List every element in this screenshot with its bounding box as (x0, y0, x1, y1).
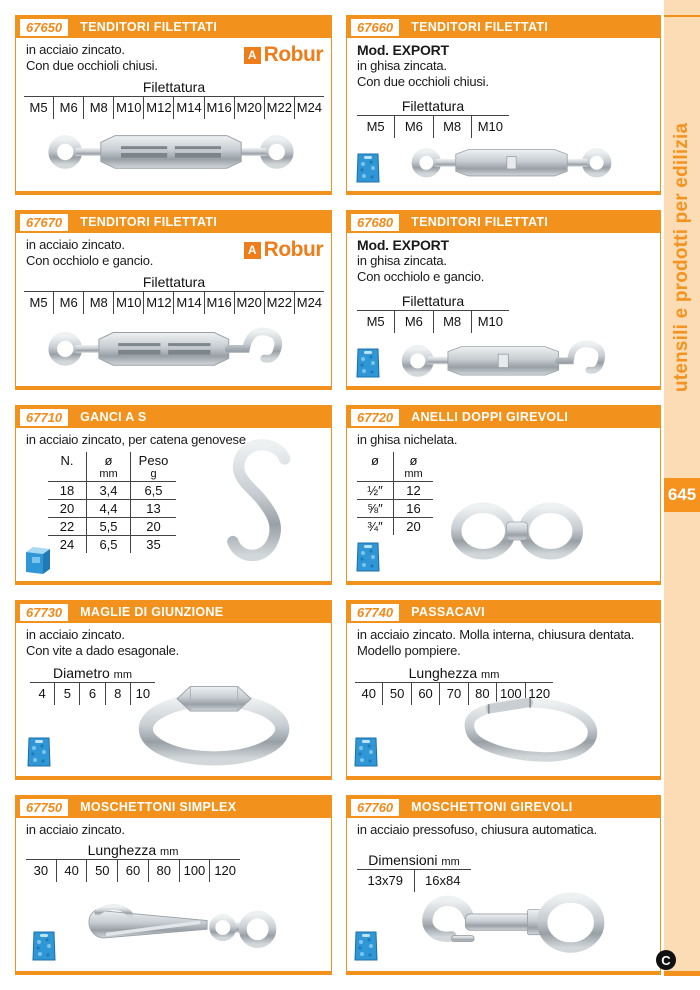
product-header (16, 406, 331, 428)
product-card-67670 (15, 210, 332, 390)
blister-pack-icon (355, 540, 381, 574)
size-value: 50 (382, 683, 410, 705)
size-value: M12 (143, 97, 173, 119)
size-table-label: Dimensioni mm (357, 852, 471, 870)
page-number: 645 (664, 478, 700, 512)
size-value: 120 (525, 683, 553, 705)
product-description (357, 627, 634, 659)
size-value: 80 (468, 683, 496, 705)
size-value: M8 (433, 116, 471, 138)
size-value: 60 (117, 860, 148, 882)
size-value: M22 (264, 292, 294, 314)
size-value: M10 (113, 292, 143, 314)
size-value: M5 (29, 100, 48, 115)
sidebar-category-label: utensili e prodotti per edilizia (671, 122, 692, 392)
product-description (26, 627, 179, 659)
product-description (357, 432, 457, 448)
size-value: 120 (209, 860, 240, 882)
product-title: MAGLIE DI GIUNZIONE (80, 605, 224, 619)
product-code: 67760 (351, 799, 399, 816)
size-table (357, 98, 509, 138)
description-line: in acciaio pressofuso, chiusura automatica. (357, 822, 597, 837)
size-value: 16x84 (414, 870, 472, 892)
product-title: GANCI A S (80, 410, 147, 424)
product-header (347, 796, 660, 818)
blister-pack-icon (26, 735, 52, 769)
product-description (26, 822, 125, 838)
description-line: in acciaio zincato. (26, 42, 125, 57)
size-values (357, 116, 509, 138)
size-table-label: Lunghezza mm (26, 842, 240, 860)
robur-logo (244, 238, 323, 262)
size-value: M20 (234, 292, 264, 314)
product-card-67720 (346, 405, 661, 585)
product-photo-snap-hook-carabiner (435, 687, 615, 769)
product-header (16, 796, 331, 818)
size-table-label: Filettatura (357, 293, 509, 311)
size-value: 40 (56, 860, 87, 882)
size-value: 100 (496, 683, 524, 705)
corner-c-logo: C (656, 950, 676, 970)
size-value: M22 (264, 97, 294, 119)
description-line: Con due occhioli chiusi. (357, 74, 489, 89)
product-header (16, 601, 331, 623)
size-values (24, 292, 324, 314)
description-line: in acciaio zincato. (26, 822, 125, 837)
product-card-67750 (15, 795, 332, 975)
size-value: 4 (38, 686, 46, 701)
product-title: PASSACAVI (411, 605, 485, 619)
product-card-67730 (15, 600, 332, 780)
blister-pack-icon (31, 929, 57, 963)
product-photo-turnbuckle-eye-hook (385, 329, 635, 381)
description-line: in acciaio zincato. (26, 627, 125, 642)
product-card-67760 (346, 795, 661, 975)
product-header (16, 211, 331, 233)
package-box-icon (24, 543, 52, 575)
product-description (357, 42, 489, 90)
size-value: 6 (79, 683, 104, 705)
size-value: 80 (148, 860, 179, 882)
size-value: 70 (439, 683, 467, 705)
size-table (24, 79, 324, 119)
size-table-label: Filettatura (357, 98, 509, 116)
product-title: MOSCHETTONI GIREVOLI (411, 800, 573, 814)
description-line: Con vite a dado esagonale. (26, 643, 180, 658)
size-value: 100 (179, 860, 210, 882)
product-code: 67680 (351, 214, 399, 231)
size-value: M6 (53, 292, 83, 314)
size-value: M16 (204, 97, 234, 119)
blister-pack-icon (355, 346, 381, 380)
description-line: Modello pompiere. (357, 643, 461, 658)
size-value: M6 (53, 97, 83, 119)
size-value: M10 (471, 311, 509, 333)
size-value: M12 (143, 292, 173, 314)
product-photo-quick-link (124, 675, 304, 767)
product-photo-swivel-bolt-snap (402, 882, 622, 964)
size-value: 5 (54, 683, 79, 705)
product-code: 67670 (20, 214, 68, 231)
product-title: TENDITORI FILETTATI (80, 215, 218, 229)
robur-logo-text: Robur (263, 238, 323, 261)
product-title: TENDITORI FILETTATI (411, 20, 549, 34)
spec-row: 24 6,5 35 (48, 535, 176, 553)
product-header (16, 16, 331, 38)
product-photo-turnbuckle-two-eyes (389, 138, 634, 186)
model-line: Mod. EXPORT (357, 237, 449, 253)
product-photo-turnbuckle-two-eyes (46, 120, 296, 182)
spec-row: ¾″ 20 (357, 517, 433, 535)
blister-pack-icon (353, 929, 379, 963)
product-header (347, 211, 660, 233)
model-line: Mod. EXPORT (357, 42, 449, 58)
size-value: M5 (366, 314, 385, 329)
product-title: TENDITORI FILETTATI (411, 215, 549, 229)
size-value: M5 (29, 295, 48, 310)
sidebar (664, 0, 700, 975)
product-code: 67650 (20, 19, 68, 36)
robur-logo-icon: A (244, 47, 261, 64)
size-value: 8 (105, 683, 130, 705)
blister-pack-icon (355, 151, 381, 185)
spec-row: ⅝″ 16 (357, 499, 433, 517)
size-value: 50 (86, 860, 117, 882)
size-value: M8 (83, 97, 113, 119)
size-value: 10 (130, 683, 155, 705)
product-description (26, 237, 153, 269)
robur-logo-text: Robur (263, 43, 323, 66)
size-table (26, 842, 240, 882)
product-photo-s-hook (221, 436, 301, 568)
size-table (24, 274, 324, 314)
spec-header-row: N. ø mm Peso g (48, 452, 176, 481)
product-code: 67660 (351, 19, 399, 36)
description-line: in ghisa zincata. (357, 58, 447, 73)
size-values (26, 860, 240, 882)
product-code: 67730 (20, 604, 68, 621)
spec-row: 22 5,5 20 (48, 517, 176, 535)
catalog-grid (15, 15, 661, 975)
size-value: M8 (433, 311, 471, 333)
size-value: M6 (394, 311, 432, 333)
product-card-67650 (15, 15, 332, 195)
product-code: 67740 (351, 604, 399, 621)
description-line: Con due occhioli chiusi. (26, 58, 158, 73)
spec-table (357, 452, 433, 535)
product-title: MOSCHETTONI SIMPLEX (80, 800, 237, 814)
product-photo-simplex-snap-hook (71, 884, 291, 958)
product-card-67660 (346, 15, 661, 195)
description-line: Con occhiolo e gancio. (26, 253, 154, 268)
size-value: 40 (361, 686, 376, 701)
sidebar-bottom-rule (664, 971, 700, 976)
product-card-67740 (346, 600, 661, 780)
product-title: ANELLI DOPPI GIREVOLI (411, 410, 569, 424)
product-code: 67750 (20, 799, 68, 816)
size-table-label: Diametro mm (30, 665, 155, 683)
size-value: M16 (204, 292, 234, 314)
description-line: in ghisa zincata. (357, 253, 447, 268)
sidebar-top-rule (664, 15, 700, 17)
product-code: 67710 (20, 409, 68, 426)
description-line: in acciaio zincato. Molla interna, chiusura dentata. (357, 627, 635, 642)
spec-row: ½″ 12 (357, 481, 433, 499)
blister-pack-icon (353, 735, 379, 769)
size-value: M8 (83, 292, 113, 314)
product-header (347, 16, 660, 38)
product-card-67710 (15, 405, 332, 585)
size-table-label: Lunghezza mm (355, 665, 553, 683)
product-description (357, 237, 484, 285)
size-value: M14 (173, 292, 203, 314)
size-table (357, 293, 509, 333)
size-value: M6 (394, 116, 432, 138)
product-header (347, 406, 660, 428)
spec-row: 20 4,4 13 (48, 499, 176, 517)
size-value: M10 (471, 116, 509, 138)
size-value: M14 (173, 97, 203, 119)
description-line: Con occhiolo e gancio. (357, 269, 485, 284)
size-values (24, 97, 324, 119)
product-photo-turnbuckle-eye-hook (46, 315, 296, 377)
spec-row: 18 3,4 6,5 (48, 481, 176, 499)
size-table-label: Filettatura (24, 79, 324, 97)
description-line: in acciaio zincato. (26, 237, 125, 252)
spec-table (48, 452, 176, 553)
description-line: in ghisa nichelata. (357, 432, 458, 447)
robur-logo (244, 43, 323, 67)
product-code: 67720 (351, 409, 399, 426)
description-line: in acciaio zincato, per catena genovese. (26, 432, 250, 447)
robur-logo-icon: A (244, 242, 261, 259)
size-table-label: Filettatura (24, 274, 324, 292)
spec-header-row: ø ø mm (357, 452, 433, 481)
product-card-67680 (346, 210, 661, 390)
size-value: M24 (294, 97, 324, 119)
size-value: M20 (234, 97, 264, 119)
size-value: M24 (294, 292, 324, 314)
product-description (26, 42, 158, 74)
size-value: 30 (33, 863, 49, 878)
size-value: M5 (366, 119, 385, 134)
size-value: M10 (113, 97, 143, 119)
product-description (26, 432, 249, 448)
product-photo-double-swivel-ring (442, 496, 592, 566)
product-description (357, 822, 597, 838)
product-header (347, 601, 660, 623)
size-value: 13x79 (367, 873, 403, 888)
product-title: TENDITORI FILETTATI (80, 20, 218, 34)
size-value: 60 (411, 683, 439, 705)
